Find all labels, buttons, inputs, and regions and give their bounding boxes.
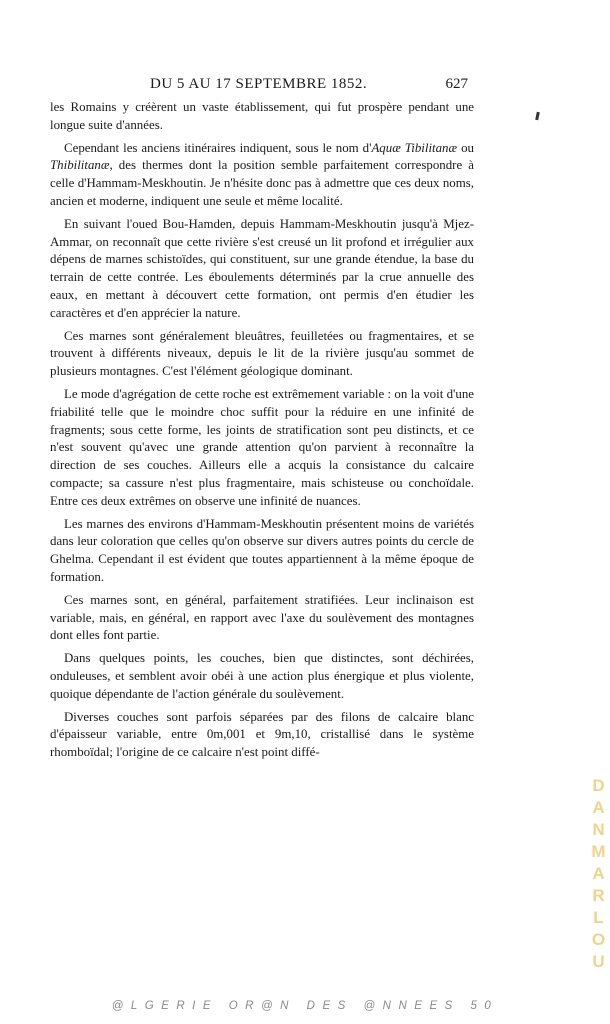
latin-name-2: Thibilitanæ (50, 158, 110, 173)
paragraph-6: Les marnes des environs d'Hammam-Meskhoutin présentent moins de variétés dans leur coloration que celles qu'on observe sur divers autres points du cercle de Ghelma. Cependant il est évident que toutes appartiennent à la même époque de formation. (50, 516, 474, 584)
running-header (150, 74, 468, 94)
margin-mark (535, 112, 540, 120)
paragraph-8: Dans quelques points, les couches, bien que distinctes, sont déchirées, onduleuses, et semblent avoir obéi à une action plus énergique et plus violente, quoique dépendante de l'action générale du soulèvement. (50, 651, 474, 701)
paragraph-3: En suivant l'oued Bou-Hamden, depuis Hammam-Meskhoutin jusqu'à Mjez-Ammar, on reconnaît que cette rivière s'est creusé un lit profond et irrégulier aux dépens de marnes schistoïdes, qui constituent, sur une grande étendue, la base du terrain de cette contrée. Les éboulements déterminés par la crue annuelle des eaux, en mettant à découvert cette formation, ont permis d'en étudier les caractères et d'en apprécier la nature. (50, 216, 474, 320)
paragraph-7: Ces marnes sont, en général, parfaitement stratifiées. Leur inclinaison est variable, mais, en général, en rapport avec l'axe du soulèvement des montagnes dont elles font partie. (50, 592, 474, 643)
paragraph-9: Diverses couches sont parfois séparées par des filons de calcaire blanc d'épaisseur variable, entre 0m,001 et 9m,10, cristallisé dans le système rhomboïdal; l'origine de ce calcaire n'est point diffé- (50, 709, 474, 760)
body-text (50, 99, 474, 762)
latin-name-1: Aquæ Tibilitanæ (371, 140, 458, 155)
side-watermark: DANMARLOU (589, 776, 608, 974)
footer-watermark: @LGERIE OR@N DES @NNEES 50 (111, 1000, 499, 1012)
paragraph-1: les Romains y créèrent un vaste établissement, qui fut prospère pendant une longue suite d'années. (50, 100, 474, 132)
paragraph-5: Le mode d'agrégation de cette roche est extrêmement variable : on la voit d'une friabilité telle que le moindre choc suffit pour la réduire en une infinité de fragments; sous cette forme, les joints de stratification sont peu distincts, et ce n'est souvent qu'avec une grande attention qu'on parvient à reconnaître la direction de ses couches. Ailleurs elle a acquis la consistance du calcaire compacte; sa cassure n'est plus fragmentaire, mais schisteuse ou conchoïdale. Entre ces deux extrêmes on observe une infinité de nuances. (50, 386, 474, 508)
page-number: 627 (445, 76, 468, 92)
paragraph-4: Ces marnes sont généralement bleuâtres, feuilletées ou fragmentaires, et se trouvent à différents niveaux, depuis le lit de la rivière jusqu'au sommet de plusieurs montagnes. C'est l'élément géologique dominant. (50, 328, 474, 379)
header-date-range: DU 5 AU 17 SEPTEMBRE 1852. (150, 76, 368, 92)
paragraph-2: Cependant les anciens itinéraires indiquent, sous le nom d'Aquæ Tibilitanæ ou Thibilitanæ, des thermes dont la position semble parfaitement correspondre à celle d'Hammam-Meskhoutin. Je n'hésite donc pas à admettre que ces deux noms, ancien et moderne, indiquent une seule et même localité. (50, 140, 474, 208)
